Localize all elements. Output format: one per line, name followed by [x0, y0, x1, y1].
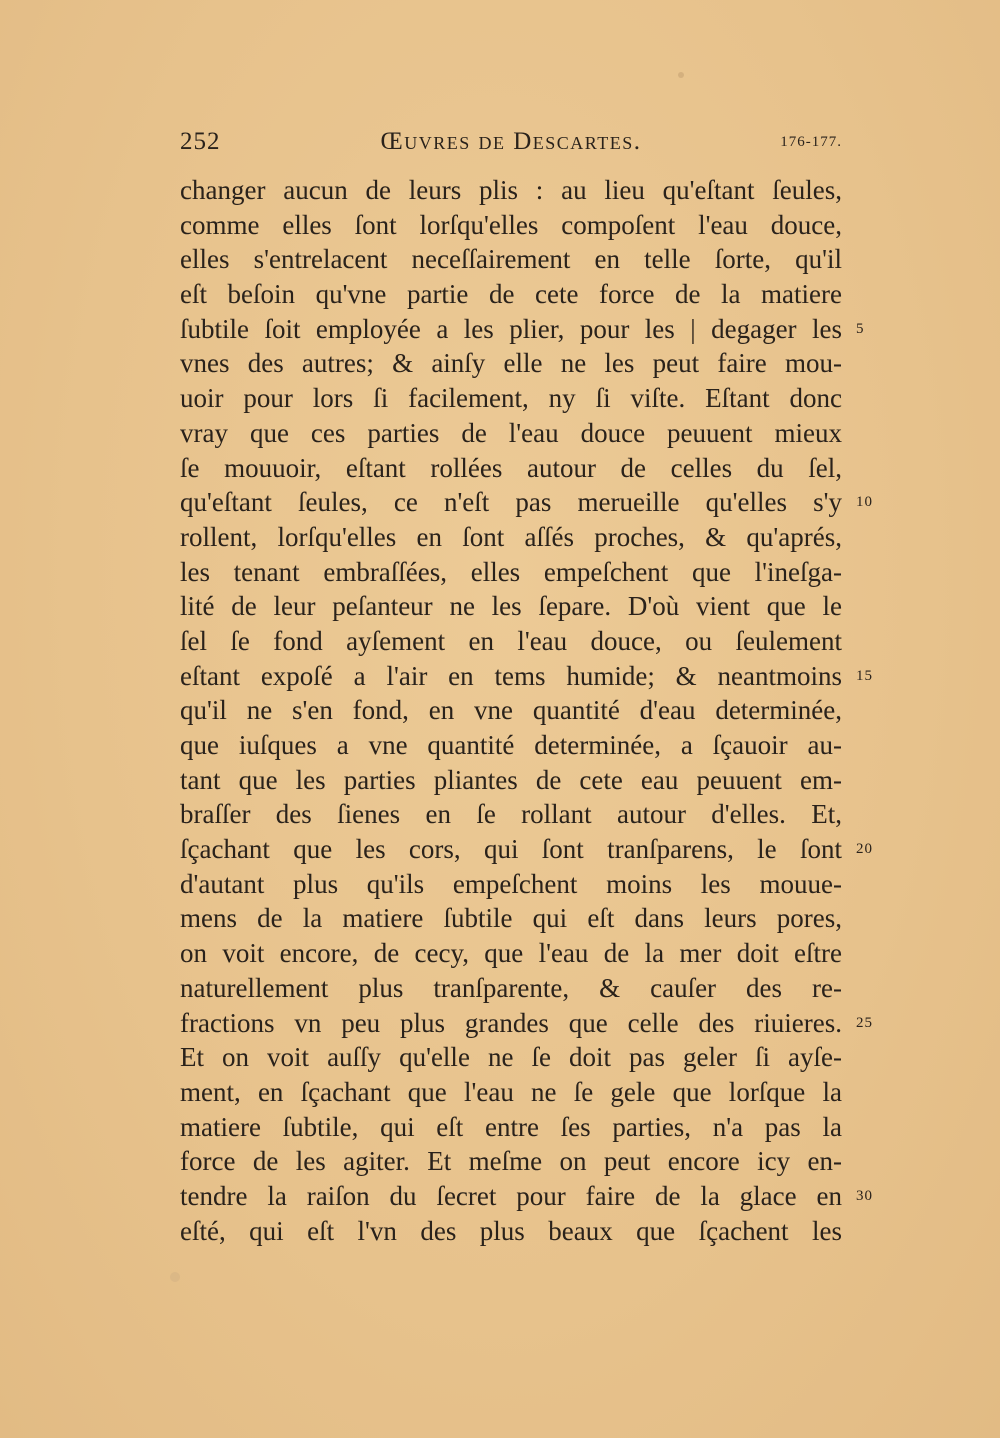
text-line-content: eſtant expoſé a l'air en tems humide; & neantmoins [180, 660, 842, 691]
text-line-content: tendre la raiſon du ſecret pour faire de la glace en [180, 1180, 842, 1211]
page-header [180, 128, 842, 162]
text-line [180, 1075, 842, 1110]
text-line [180, 555, 842, 590]
text-line [180, 416, 842, 451]
text-line-content: braſſer des ſienes en ſe rollant autour d'elles. Et, [180, 799, 842, 830]
text-line-content: tant que les parties pliantes de cete eau peuuent em- [180, 764, 842, 795]
paper-speck [678, 72, 684, 78]
line-number: 25 [856, 1014, 873, 1031]
text-line [180, 832, 873, 867]
text-line-content: force de les agiter. Et meſme on peut encore icy en- [180, 1146, 842, 1177]
line-number: 20 [856, 841, 873, 858]
text-line-content: changer aucun de leurs plis : au lieu qu'eſtant ſeules, [180, 175, 842, 205]
text-line-content: les tenant embraſſées, elles empeſchent que l'ineſga- [180, 556, 842, 587]
text-line [180, 242, 842, 277]
text-line-content: eſté, qui eſt l'vn des plus beaux que ſçachent les [180, 1215, 842, 1246]
text-line-content: fractions vn peu plus grandes que celle des riuieres. [180, 1007, 842, 1038]
text-line-content: ſubtile ſoit employée a les plier, pour les | degager les [180, 313, 842, 344]
line-number: 10 [856, 494, 873, 511]
text-line [180, 659, 873, 694]
text-line [180, 624, 842, 659]
text-line [180, 277, 842, 312]
text-line-content: qu'eſtant ſeules, ce n'eſt pas merueille qu'elles s'y [180, 487, 842, 518]
text-line [180, 589, 842, 624]
text-line [180, 971, 842, 1006]
text-line-content: d'autant plus qu'ils empeſchent moins les mouue- [180, 868, 842, 899]
line-number: 30 [856, 1187, 873, 1204]
text-line [180, 901, 842, 936]
line-number: 15 [856, 667, 873, 684]
text-line-content: naturellement plus tranſparente, & cauſer des re- [180, 972, 842, 1003]
text-line-content: mens de la matiere ſubtile qui eſt dans leurs pores, [180, 903, 842, 934]
text-line-content: on voit encore, de cecy, que l'eau de la mer doit eſtre [180, 938, 842, 969]
text-line [180, 763, 842, 798]
text-line [180, 1110, 842, 1145]
text-line-content: comme elles ſont lorſqu'elles compoſent l'eau douce, [180, 209, 842, 240]
running-title: Œuvres de Descartes. [380, 128, 642, 155]
text-line [180, 381, 842, 416]
text-line-content: ment, en ſçachant que l'eau ne ſe gele que lorſque la [180, 1076, 842, 1107]
text-line-content: matiere ſubtile, qui eſt entre ſes parties, n'a pas la [180, 1111, 842, 1142]
text-line-content: eſt beſoin qu'vne partie de cete force de la matiere [180, 279, 842, 310]
text-line-content: elles s'entrelacent neceſſairement en telle ſorte, qu'il [180, 244, 842, 275]
text-line [180, 520, 842, 555]
text-line [180, 451, 842, 486]
text-line-content: ſçachant que les cors, qui ſont tranſparens, le ſont [180, 834, 842, 865]
text-line [180, 797, 842, 832]
text-line-content: que iuſques a vne quantité determinée, a ſçauoir au- [180, 730, 842, 760]
text-line-content: vnes des autres; & ainſy elle ne les peut faire mou- [180, 348, 842, 379]
text-line-content: rollent, lorſqu'elles en ſont aſſés proches, & qu'aprés, [180, 521, 842, 552]
text-line [180, 173, 842, 208]
text-line-content: qu'il ne s'en fond, en vne quantité d'eau determinée, [180, 695, 842, 726]
text-line [180, 728, 842, 763]
text-line [180, 1179, 873, 1214]
text-line [180, 936, 842, 971]
page-number: 252 [180, 128, 221, 155]
folio-reference: 176-177. [780, 134, 842, 150]
text-line-content: ſel ſe fond ayſement en l'eau douce, ou ſeulement [180, 625, 842, 656]
text-line-content: lité de leur peſanteur ne les ſepare. D'où vient que le [180, 591, 842, 622]
text-line [180, 693, 842, 728]
text-line-content: uoir pour lors ſi facilement, ny ſi viſte. Eſtant donc [180, 383, 842, 414]
text-line [180, 346, 842, 381]
text-line [180, 1006, 873, 1041]
paper-speck [170, 1272, 180, 1282]
text-line [180, 312, 865, 347]
text-line [180, 485, 873, 520]
text-line-content: Et on voit auſſy qu'elle ne ſe doit pas geler ſi ayſe- [180, 1042, 842, 1073]
text-line [180, 208, 842, 243]
text-line-content: vray que ces parties de l'eau douce peuuent mieux [180, 417, 842, 448]
text-line [180, 1144, 842, 1179]
body-text [180, 173, 873, 1248]
text-line-content: ſe mouuoir, eſtant rollées autour de celles du ſel, [180, 452, 842, 483]
text-line [180, 1040, 842, 1075]
text-line [180, 867, 842, 902]
text-line [180, 1214, 842, 1249]
line-number: 5 [856, 320, 865, 337]
